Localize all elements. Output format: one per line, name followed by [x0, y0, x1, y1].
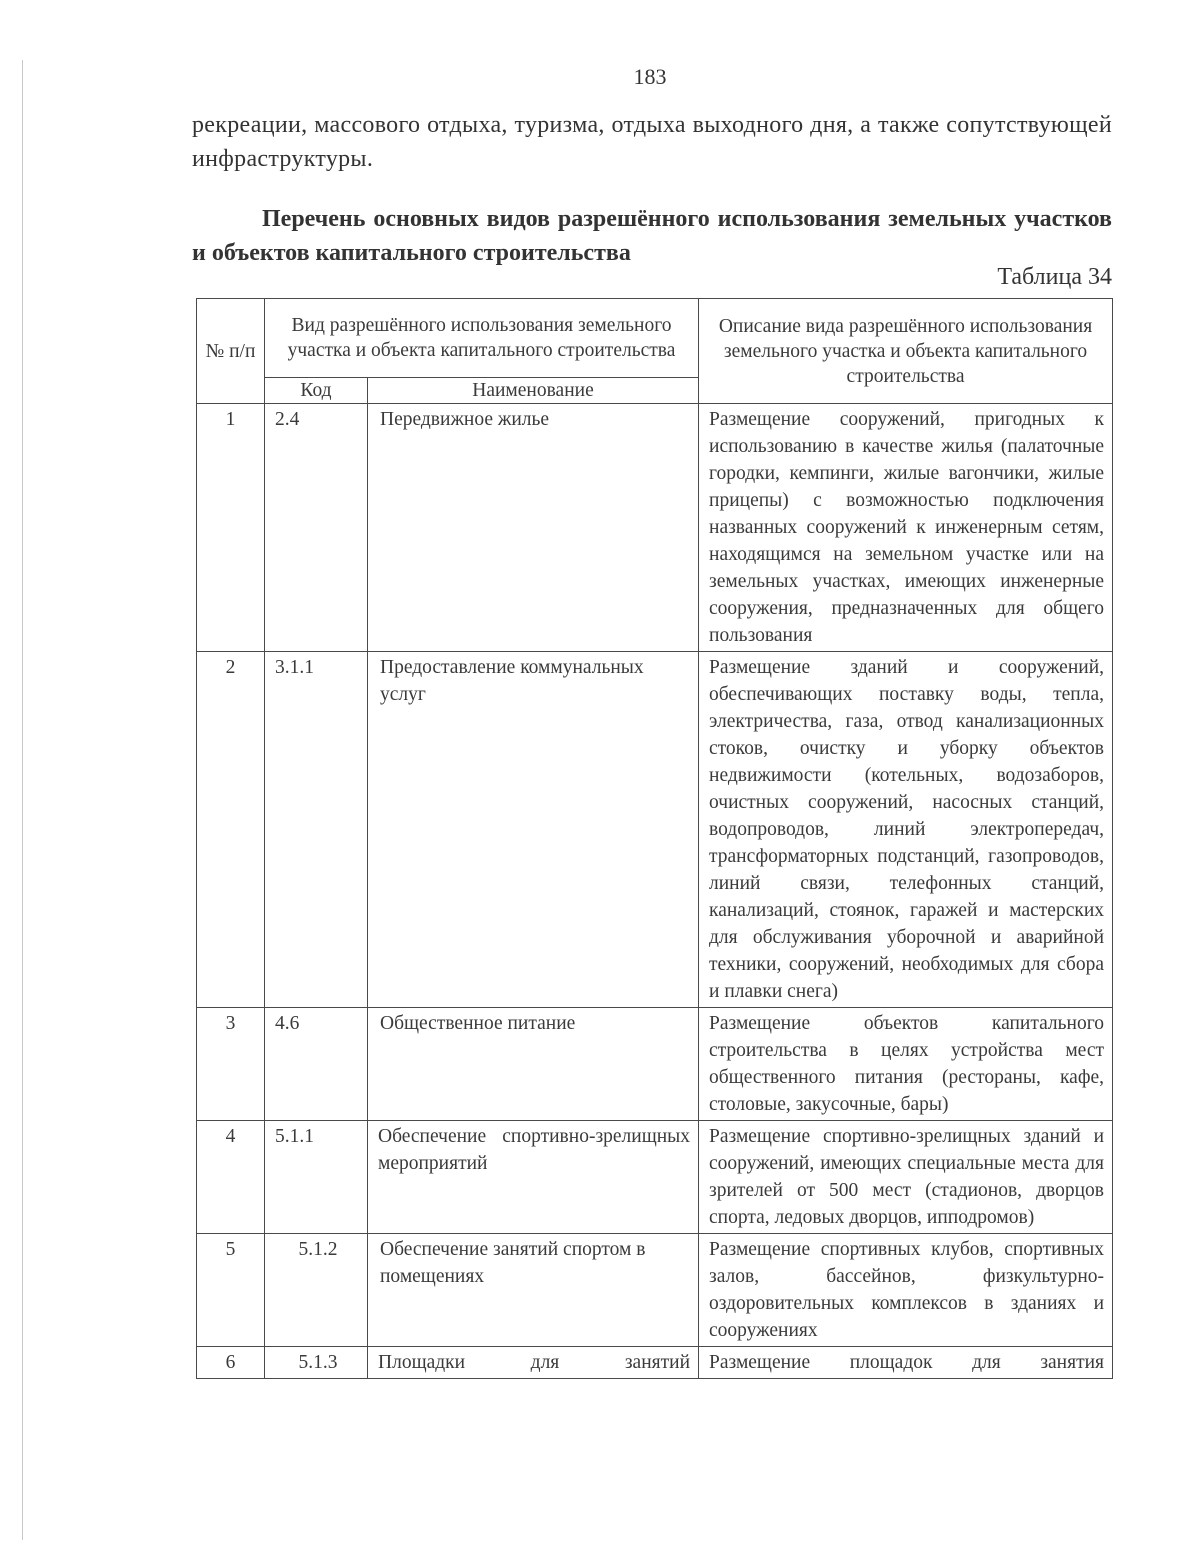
row-description: Размещение зданий и сооружений, обеспечивающих поставку воды, тепла, электричества, газа, отвод канализационных стоков, очистку и уборку объектов недвижимости (котельных, водозаборов, очистных сооружений, насосных станций, водопроводов, линий электропередач, трансформаторных подстанций, газопроводов, линий связи, телефонных станций, канализаций, стоянок, гаражей и мастерских для обслуживания уборочной и аварийной техники, сооружений, необходимых для сбора и плавки снега): [699, 652, 1113, 1008]
table-caption: Таблица 34: [997, 264, 1112, 290]
row-name: Обеспечение спортивно-зрелищных мероприятий: [368, 1121, 699, 1234]
table-header-row: [197, 299, 1113, 378]
table-row: [197, 1347, 1113, 1379]
row-num: 6: [197, 1347, 265, 1379]
row-num: 1: [197, 404, 265, 652]
row-description: Размещение объектов капитального строительства в целях устройства мест общественного питания (рестораны, кафе, столовые, закусочные, бары): [699, 1008, 1113, 1121]
header-name: Наименование: [368, 378, 699, 404]
row-code: 3.1.1: [265, 652, 368, 1008]
table-row: [197, 652, 1113, 1008]
row-num: 2: [197, 652, 265, 1008]
row-name: Площадки для занятий: [368, 1347, 699, 1379]
row-description: Размещение сооружений, пригодных к использованию в качестве жилья (палаточные городки, кемпинги, жилые вагончики, жилые прицепы) с возможностью подключения названных сооружений к инженерным сетям, находящимся на земельном участке или на земельных участках, имеющих инженерные сооружения, предназначенных для общего пользования: [699, 404, 1113, 652]
section-heading: Перечень основных видов разрешённого использования земельных участков и объектов капитального строительства: [192, 206, 1112, 266]
row-code: 5.1.1: [265, 1121, 368, 1234]
scan-margin-line: [22, 60, 23, 1540]
row-code: 2.4: [265, 404, 368, 652]
table-row: [197, 404, 1113, 652]
row-num: 3: [197, 1008, 265, 1121]
row-description: Размещение спортивно-зрелищных зданий и сооружений, имеющих специальные места для зрителей от 500 мест (стадионов, дворцов спорта, ледовых дворцов, ипподромов): [699, 1121, 1113, 1234]
header-kind-group: Вид разрешённого использования земельного участка и объекта капитального строительства: [265, 299, 699, 378]
row-description: Размещение площадок для занятия: [699, 1347, 1113, 1379]
header-code: Код: [265, 378, 368, 404]
table-row: [197, 1234, 1113, 1347]
row-code: 4.6: [265, 1008, 368, 1121]
row-num: 5: [197, 1234, 265, 1347]
table-row: [197, 1008, 1113, 1121]
row-code: 5.1.2: [265, 1234, 368, 1347]
row-num: 4: [197, 1121, 265, 1234]
row-code: 5.1.3: [265, 1347, 368, 1379]
header-description: Описание вида разрешённого использования земельного участка и объекта капитального строительства: [699, 299, 1113, 404]
land-use-table: [196, 298, 1113, 1379]
page-number: 183: [633, 64, 667, 89]
row-name: Обеспечение занятий спортом в помещениях: [368, 1234, 699, 1347]
row-name: Предоставление коммунальных услуг: [368, 652, 699, 1008]
header-num: № п/п: [197, 299, 265, 404]
table-row: [197, 1121, 1113, 1234]
row-name: Общественное питание: [368, 1008, 699, 1121]
row-name: Передвижное жилье: [368, 404, 699, 652]
intro-paragraph: рекреации, массового отдыха, туризма, отдыха выходного дня, а также сопутствующей инфраструктуры.: [192, 112, 1112, 172]
row-description: Размещение спортивных клубов, спортивных залов, бассейнов, физкультурно-оздоровительных комплексов в зданиях и сооружениях: [699, 1234, 1113, 1347]
